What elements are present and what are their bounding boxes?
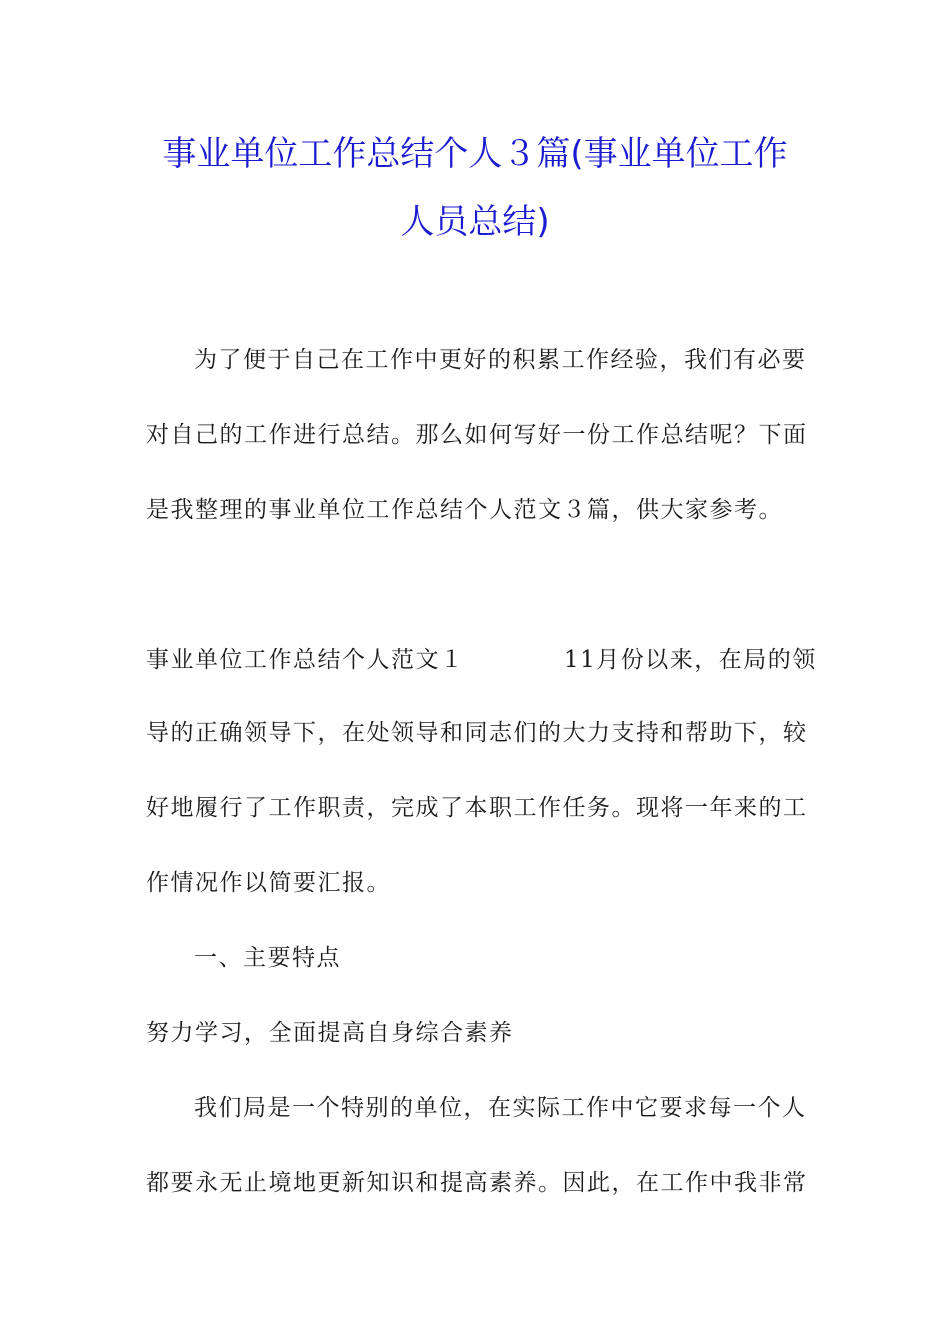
- section-heading-1: 一、主要特点: [194, 945, 341, 971]
- paragraph-2-line-1: 我们局是一个特别的单位，在实际工作中它要求每一个人: [194, 1095, 807, 1121]
- sample-body-line-3: 作情况作以简要汇报。: [146, 870, 391, 896]
- intro-line-1: 为了便于自己在工作中更好的积累工作经验，我们有必要: [194, 347, 807, 373]
- sample-body-line-1: 导的正确领导下，在处领导和同志们的大力支持和帮助下，较: [146, 720, 808, 746]
- subsection-heading-1: 努力学习，全面提高自身综合素养: [146, 1020, 514, 1046]
- intro-line-2: 对自己的工作进行总结。那么如何写好一份工作总结呢？下面: [146, 422, 808, 448]
- sample-lead-text: 11月份以来，在局的领: [564, 647, 817, 673]
- sample-body-line-2: 好地履行了工作职责，完成了本职工作任务。现将一年来的工: [146, 795, 808, 821]
- sample-heading: 事业单位工作总结个人范文１: [146, 647, 465, 673]
- document-title-line-2: 人员总结): [400, 202, 550, 242]
- paragraph-2-line-2: 都要永无止境地更新知识和提高素养。因此，在工作中我非常: [146, 1170, 808, 1196]
- document-title-line-1: 事业单位工作总结个人３篇(事业单位工作: [162, 134, 788, 174]
- intro-line-3: 是我整理的事业单位工作总结个人范文３篇，供大家参考。: [146, 497, 783, 523]
